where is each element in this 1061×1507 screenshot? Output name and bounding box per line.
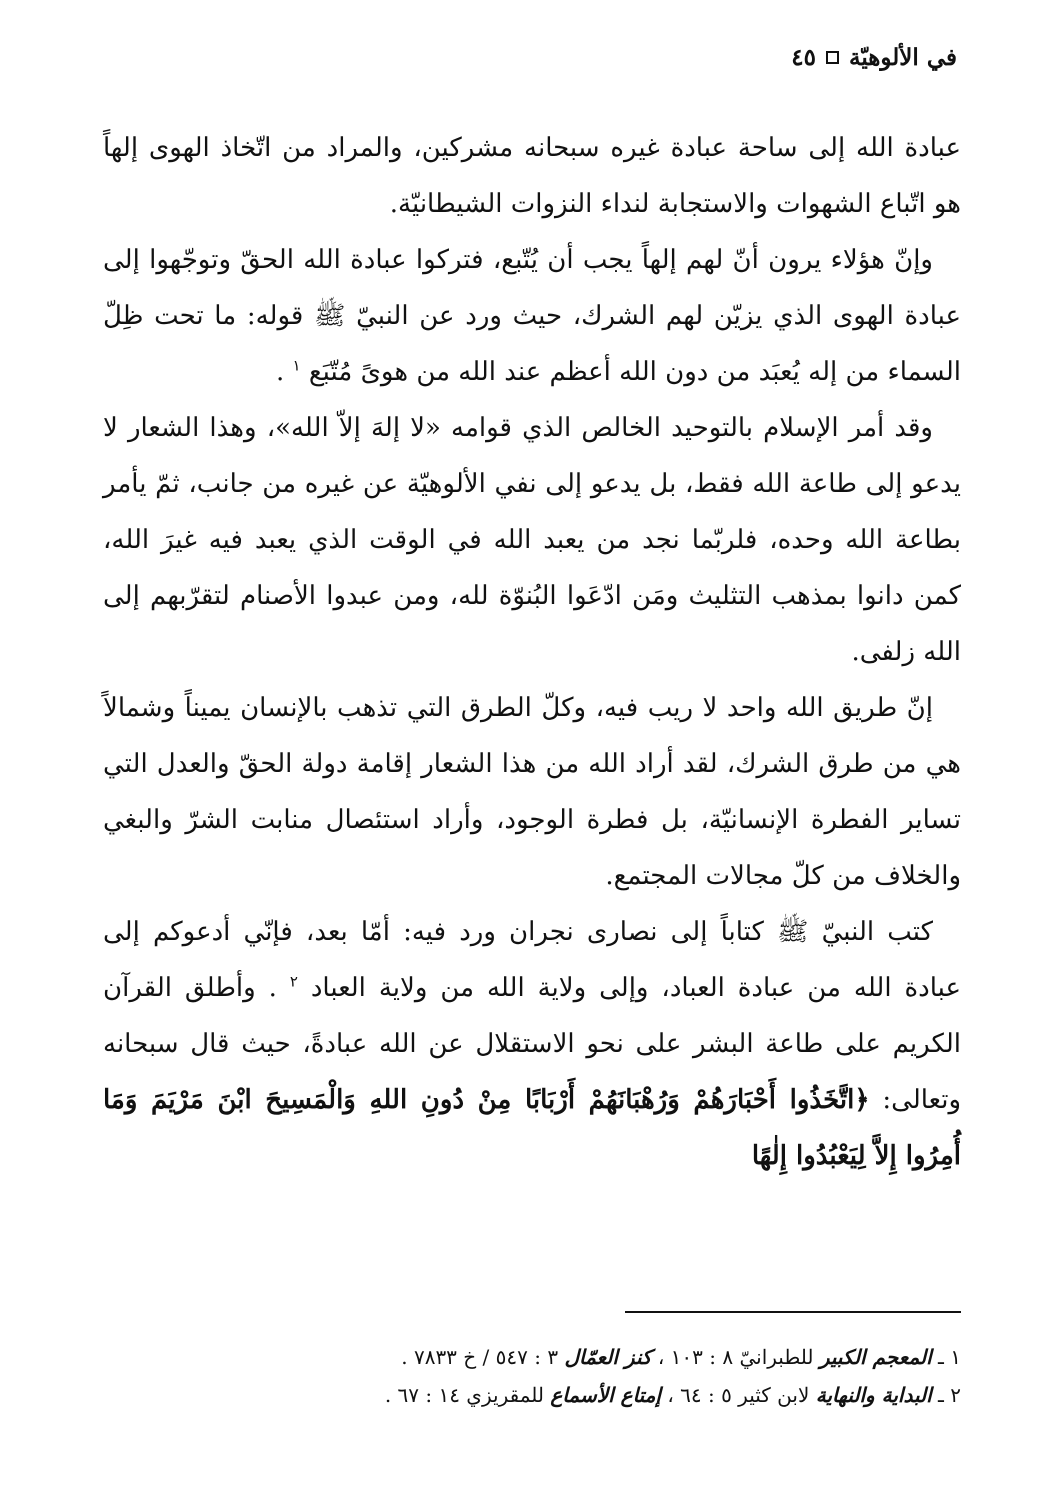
paragraph-1-text: عبادة الله إلى ساحة عبادة غيره سبحانه مشركين، والمراد من اتّخاذ الهوى إلهاً هو اتّباع الشهوات والاستجابة لنداء النزوات الشيطانيّة. [103, 133, 961, 219]
footnote-1-number: ١ ـ [938, 1345, 961, 1369]
footnotes [103, 1338, 961, 1414]
quran-verse: ﴿اتَّخَذُوا أَحْبَارَهُمْ وَرُهْبَانَهُمْ أَرْبَابًا مِنْ دُونِ اللهِ وَالْمَسِيحَ ابْنَ مَرْيَمَ وَمَا أُمِرُوا إِلاَّ لِيَعْبُدُوا إِلٰهًا [103, 1085, 961, 1171]
footnote-1-source-2: كنز العمّال [564, 1345, 652, 1369]
running-header [791, 44, 957, 71]
paragraph-4 [103, 680, 961, 904]
paragraph-5-text-before: كتب النبيّ ﷺ كتاباً إلى نصارى نجران ورد فيه: أمّا بعد، فإنّي أدعوكم إلى عبادة الله من عبادة العباد، وإلى ولاية الله من ولاية العباد [103, 917, 962, 1003]
body-text [103, 120, 961, 1184]
footnote-2-detail-1: لابن كثير ٥ : ٦٤ ، [660, 1383, 816, 1407]
paragraph-5-text-after: . وأطلق القرآن الكريم على طاعة البشر على نحو الاستقلال عن الله عبادةً، حيث قال سبحانه وتعالى: [103, 973, 961, 1115]
paragraph-2-text: وإنّ هؤلاء يرون أنّ لهم إلهاً يجب أن يُتّبع، فتركوا عبادة الله الحقّ وتوجّهوا إلى عبادة الهوى الذي يزيّن لهم الشرك، حيث ورد عن النبيّ ﷺ قوله: ما تحت ظِلّ السماء من إله يُعبَد من دون الله أعظم عند الله من هوىً مُتّبَع [103, 245, 961, 387]
footnote-divider [625, 1311, 961, 1313]
footnote-ref-1: ١ [292, 356, 301, 375]
paragraph-1 [103, 120, 961, 232]
footnote-1-detail-2: ٣ : ٥٤٧ / خ ٧٨٣٣ . [401, 1345, 565, 1369]
footnote-2-detail-2: للمقريزي ١٤ : ٦٧ . [384, 1383, 551, 1407]
footnote-2-number: ٢ ـ [938, 1383, 961, 1407]
paragraph-3 [103, 400, 961, 680]
page-number: ٤٥ [791, 44, 817, 71]
footnote-1 [103, 1338, 961, 1376]
square-ornament-icon [826, 51, 839, 64]
paragraph-4-text: إنّ طريق الله واحد لا ريب فيه، وكلّ الطرق التي تذهب بالإنسان يميناً وشمالاً هي من طرق الشرك، لقد أراد الله من هذا الشعار إقامة دولة الحقّ والعدل التي تساير الفطرة الإنسانيّة، بل فطرة الوجود، وأراد استئصال منابت الشرّ والبغي والخلاف من كلّ مجالات المجتمع. [103, 693, 961, 891]
paragraph-3-text: وقد أمر الإسلام بالتوحيد الخالص الذي قوامه «لا إلهَ إلاّ الله»، وهذا الشعار لا يدعو إلى طاعة الله فقط، بل يدعو إلى نفي الألوهيّة عن غيره من جانب، ثمّ يأمر بطاعة الله وحده، فلربّما نجد من يعبد الله في الوقت الذي يعبد فيه غيرَ الله، كمن دانوا بمذهب التثليث ومَن ادّعَوا البُنوّة لله، ومن عبدوا الأصنام لتقرّبهم إلى الله زلفى. [103, 413, 961, 667]
paragraph-5 [103, 904, 961, 1184]
footnote-1-detail-1: للطبرانيّ ٨ : ١٠٣ ، [651, 1345, 820, 1369]
footnote-2-source-2: إمتاع الأسماع [550, 1383, 661, 1407]
footnote-2 [103, 1376, 961, 1414]
footnote-1-source-1: المعجم الكبير [819, 1345, 932, 1369]
paragraph-2 [103, 232, 961, 400]
footnote-2-source-1: البداية والنهاية [815, 1383, 932, 1407]
period: . [275, 357, 293, 387]
footnote-ref-2: ٢ [289, 972, 298, 991]
running-header-title: في الألوهيّة [849, 44, 957, 71]
